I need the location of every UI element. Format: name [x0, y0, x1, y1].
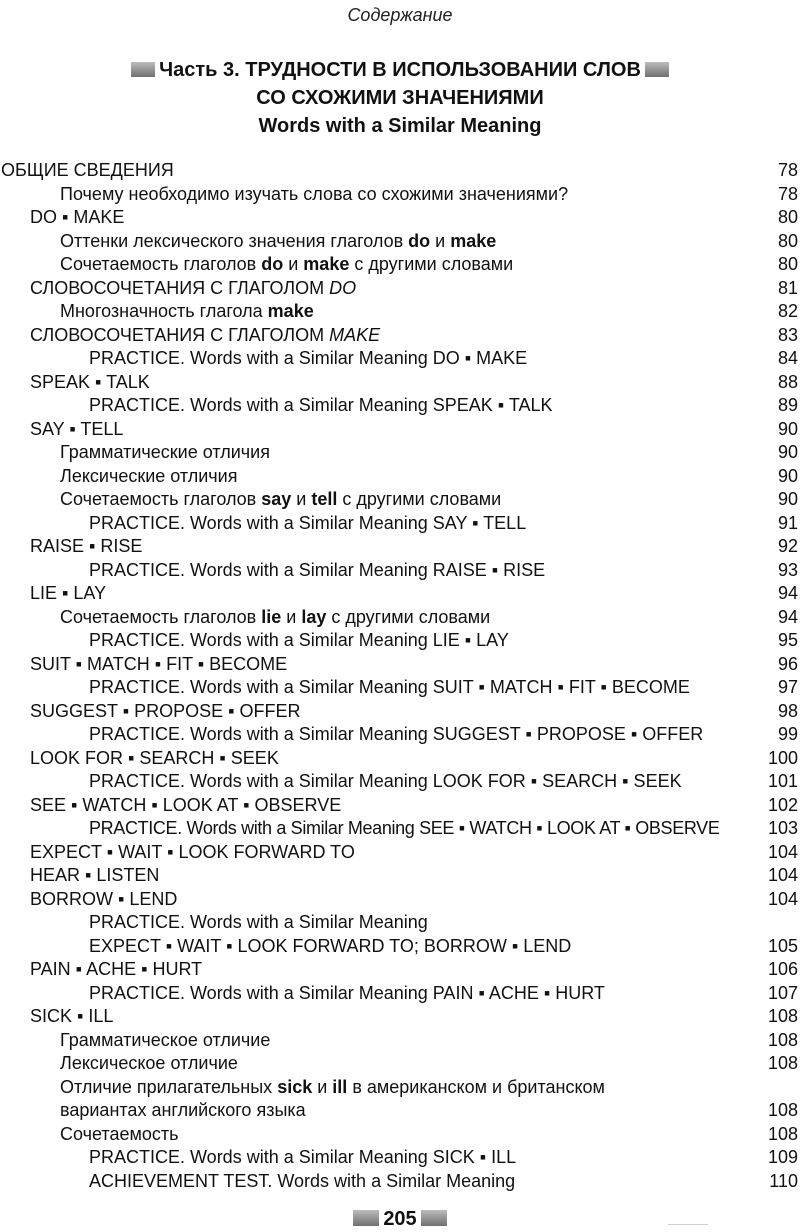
toc-entry[interactable] — [0, 1146, 800, 1170]
entry-text: EXPECT ▪ WAIT ▪ LOOK FORWARD TO — [30, 841, 355, 862]
toc-page-number: 108 — [767, 1100, 798, 1120]
toc-page-number: 78 — [777, 160, 798, 180]
toc-entry[interactable] — [0, 1170, 800, 1194]
toc-entry[interactable] — [0, 324, 800, 348]
toc-entry-title — [30, 418, 123, 442]
entry-text: RAISE ▪ RISE — [30, 536, 143, 556]
entry-text: PRACTICE. Words with a Similar Meaning LIE ▪ LAY — [89, 630, 509, 650]
toc-entry-line — [60, 1076, 605, 1100]
toc-entry[interactable] — [0, 723, 800, 747]
toc-entry-title — [30, 277, 356, 301]
toc-page-number: 102 — [767, 794, 798, 815]
toc-entry-title — [30, 700, 300, 724]
toc-entry[interactable] — [0, 629, 800, 653]
toc-entry-title — [89, 559, 545, 583]
entry-text: PRACTICE. Words with a Similar Meaning SICK ▪ ILL — [89, 1147, 517, 1167]
entry-text: Грамматические отличия — [60, 442, 270, 462]
entry-text: Почему необходимо изучать слова со схожими значениями? — [60, 183, 569, 204]
toc-entry[interactable] — [0, 653, 800, 677]
bold-term: lay — [301, 606, 327, 627]
toc-page-number: 104 — [767, 888, 798, 909]
toc-page-number: 93 — [777, 559, 798, 580]
bold-term: make — [450, 230, 497, 251]
toc-entry-title — [30, 888, 177, 912]
toc-entry[interactable] — [0, 817, 800, 841]
toc-page-number: 88 — [777, 371, 798, 392]
entry-text: SICK ▪ ILL — [30, 1006, 114, 1026]
toc-entry[interactable] — [0, 159, 800, 183]
toc-entry-title — [60, 1123, 178, 1147]
entry-text: PRACTICE. Words with a Similar Meaning SEE ▪ WATCH ▪ LOOK AT ▪ OBSERVE — [89, 818, 720, 838]
entry-text: PRACTICE. Words with a Similar Meaning DO ▪ MAKE — [89, 348, 528, 368]
entry-text: PRACTICE. Words with a Similar Meaning LOOK FOR ▪ SEARCH ▪ SEEK — [89, 771, 682, 791]
toc-entry[interactable] — [0, 394, 800, 418]
entry-text: СЛОВОСОЧЕТАНИЯ С ГЛАГОЛОМ — [30, 277, 330, 298]
entry-text: Сочетаемость глаголов — [60, 489, 262, 509]
toc-entry-title — [89, 676, 690, 700]
toc-entry[interactable] — [0, 488, 800, 512]
toc-page-number: 98 — [777, 700, 798, 721]
bold-term: ill — [332, 1076, 348, 1097]
toc-entry[interactable] — [0, 888, 800, 912]
toc-page-number: 105 — [767, 935, 798, 956]
toc-entry[interactable] — [0, 535, 800, 559]
entry-text: с другими словами — [337, 489, 502, 509]
entry-text: Лексическое отличие — [60, 1053, 238, 1073]
toc-entry-title — [60, 1076, 605, 1123]
decorative-block-icon — [131, 62, 155, 77]
toc-entry-title — [89, 770, 682, 794]
toc-entry-title — [60, 300, 314, 324]
toc-page-number: 90 — [777, 489, 798, 509]
entry-text: PRACTICE. Words with a Similar Meaning SUIT ▪ MATCH ▪ FIT ▪ BECOME — [89, 677, 690, 697]
bold-term: tell — [311, 489, 338, 509]
toc-entry-title — [30, 1005, 113, 1029]
toc-entry[interactable] — [0, 1052, 800, 1076]
toc-entry-title — [60, 183, 568, 207]
toc-entry-title — [30, 864, 159, 888]
toc-page-number: 94 — [777, 606, 798, 627]
toc-entry[interactable] — [0, 864, 800, 888]
part-english-title: Words with a Similar Meaning — [258, 115, 542, 137]
decorative-block-icon — [421, 1210, 447, 1226]
entry-text: DO ▪ MAKE — [30, 207, 125, 227]
toc-entry[interactable] — [0, 606, 800, 630]
bold-term: lie — [261, 606, 282, 627]
entry-text: EXPECT ▪ WAIT ▪ LOOK FORWARD TO; BORROW ▪ LEND — [89, 935, 572, 956]
toc-entry-title — [30, 371, 150, 395]
part-subtitle: СО СХОЖИМИ ЗНАЧЕНИЯМИ — [256, 87, 544, 109]
entry-text: Оттенки лексического значения глаголов — [60, 230, 409, 251]
toc-page-number: 107 — [767, 982, 798, 1003]
running-head: Содержание — [347, 5, 453, 25]
toc-page-number: 103 — [767, 818, 798, 838]
toc-entry-title — [89, 347, 527, 371]
entry-text: с другими словами — [349, 254, 514, 274]
toc-page-number: 110 — [769, 1170, 798, 1191]
toc-page-number: 82 — [777, 301, 798, 321]
bold-term: say — [261, 489, 292, 509]
toc-page-number: 83 — [777, 324, 798, 345]
toc-page-number: 89 — [777, 395, 798, 415]
toc-entry-title — [60, 1052, 238, 1076]
toc-entry-title — [1, 159, 174, 183]
bold-term: make — [303, 254, 350, 274]
toc-entry-title — [30, 958, 202, 982]
decorative-block-icon — [645, 62, 669, 77]
entry-text: LOOK FOR ▪ SEARCH ▪ SEEK — [30, 747, 279, 768]
toc-entry-title — [89, 817, 720, 841]
toc-entry[interactable] — [0, 1029, 800, 1053]
toc-entry-title — [30, 324, 380, 348]
entry-text: PAIN ▪ ACHE ▪ HURT — [30, 959, 203, 979]
toc-entry[interactable] — [0, 512, 800, 536]
toc-entry-title — [89, 1170, 515, 1194]
toc-entry-title — [89, 629, 509, 653]
entry-text: ОБЩИЕ СВЕДЕНИЯ — [1, 160, 174, 180]
toc-entry-title — [30, 582, 106, 606]
entry-text: и — [283, 254, 304, 274]
toc-page-number: 92 — [777, 536, 798, 556]
toc-entry-title — [30, 841, 355, 865]
toc-page-number: 104 — [767, 865, 798, 885]
toc-entry[interactable] — [0, 958, 800, 982]
entry-text: и — [312, 1076, 333, 1097]
toc-entry-title — [60, 1029, 270, 1053]
entry-text: и — [430, 230, 451, 251]
bold-term: sick — [277, 1076, 313, 1097]
entry-text: SUGGEST ▪ PROPOSE ▪ OFFER — [30, 700, 301, 721]
toc-entry[interactable] — [0, 582, 800, 606]
toc-entry-title — [89, 512, 526, 536]
entry-text: Лексические отличия — [60, 465, 238, 486]
toc-entry-title — [30, 206, 124, 230]
toc-entry[interactable] — [0, 1005, 800, 1029]
entry-text: SAY ▪ TELL — [30, 418, 124, 439]
toc-entry-title — [60, 606, 490, 630]
toc-entry[interactable] — [0, 1123, 800, 1147]
entry-text: PRACTICE. Words with a Similar Meaning SPEAK ▪ TALK — [89, 395, 553, 415]
entry-text: LIE ▪ LAY — [30, 583, 107, 603]
toc-page-number: 78 — [777, 183, 798, 204]
toc-entry[interactable] — [0, 982, 800, 1006]
toc-entry-title — [30, 747, 279, 771]
toc-entry-title — [60, 488, 501, 512]
entry-text: PRACTICE. Words with a Similar Meaning SUGGEST ▪ PROPOSE ▪ OFFER — [89, 724, 704, 744]
toc-entry[interactable] — [0, 794, 800, 818]
entry-text: с другими словами — [326, 606, 491, 627]
toc-page-number: 99 — [777, 724, 798, 744]
table-of-contents — [0, 159, 800, 1193]
entry-text: Сочетаемость глаголов — [60, 606, 262, 627]
entry-text: Сочетаемость глаголов — [60, 254, 262, 274]
toc-entry-line — [60, 1099, 605, 1123]
toc-entry-title — [89, 982, 605, 1006]
toc-entry[interactable] — [0, 911, 800, 958]
toc-entry[interactable] — [0, 277, 800, 301]
entry-text: Сочетаемость — [60, 1123, 179, 1144]
toc-entry[interactable] — [0, 230, 800, 254]
toc-page-number: 91 — [777, 512, 798, 533]
toc-entry[interactable] — [0, 183, 800, 207]
toc-entry[interactable] — [0, 371, 800, 395]
bold-term: do — [408, 230, 431, 251]
part-title: Часть 3. ТРУДНОСТИ В ИСПОЛЬЗОВАНИИ СЛОВ — [159, 59, 641, 81]
toc-entry-title — [30, 535, 142, 559]
toc-entry-title — [89, 394, 553, 418]
toc-entry[interactable] — [0, 747, 800, 771]
entry-text: PRACTICE. Words with a Similar Meaning — [89, 912, 428, 932]
entry-text: ACHIEVEMENT TEST. Words with a Similar Meaning — [89, 1170, 516, 1191]
entry-text: HEAR ▪ LISTEN — [30, 865, 160, 885]
toc-entry-title — [89, 723, 703, 747]
toc-entry-title — [89, 1146, 516, 1170]
toc-entry[interactable] — [0, 1076, 800, 1123]
toc-page-number: 108 — [767, 1029, 798, 1050]
entry-text: PRACTICE. Words with a Similar Meaning PAIN ▪ ACHE ▪ HURT — [89, 982, 605, 1003]
toc-entry[interactable] — [0, 465, 800, 489]
entry-text: PRACTICE. Words with a Similar Meaning SAY ▪ TELL — [89, 512, 527, 533]
toc-page-number: 106 — [767, 959, 798, 979]
toc-entry[interactable] — [0, 676, 800, 700]
toc-page-number: 101 — [767, 771, 798, 791]
toc-page-number: 100 — [767, 747, 798, 768]
toc-page-number: 95 — [777, 630, 798, 650]
entry-text: в американском и британском — [347, 1076, 605, 1097]
toc-entry-line — [89, 935, 571, 959]
toc-entry[interactable] — [0, 300, 800, 324]
toc-entry[interactable] — [0, 770, 800, 794]
entry-text: BORROW ▪ LEND — [30, 888, 178, 909]
toc-entry[interactable] — [0, 700, 800, 724]
toc-entry[interactable] — [0, 441, 800, 465]
toc-entry-title — [60, 441, 270, 465]
entry-text: SUIT ▪ MATCH ▪ FIT ▪ BECOME — [30, 653, 288, 674]
corner-mark — [668, 1224, 708, 1228]
italic-term: MAKE — [329, 324, 381, 345]
entry-text: Грамматическое отличие — [60, 1029, 271, 1050]
toc-entry[interactable] — [0, 347, 800, 371]
page-number: 205 — [383, 1208, 417, 1230]
toc-entry[interactable] — [0, 206, 800, 230]
toc-page-number: 80 — [777, 207, 798, 227]
part-heading — [0, 56, 800, 140]
entry-text: SEE ▪ WATCH ▪ LOOK AT ▪ OBSERVE — [30, 794, 342, 815]
toc-page-number: 80 — [777, 230, 798, 251]
toc-page-number: 97 — [777, 677, 798, 697]
toc-entry-title — [89, 911, 571, 958]
entry-text: PRACTICE. Words with a Similar Meaning RAISE ▪ RISE — [89, 559, 546, 580]
entry-text: SPEAK ▪ TALK — [30, 371, 150, 392]
entry-text: и — [291, 489, 312, 509]
decorative-block-icon — [353, 1210, 379, 1226]
toc-page-number: 96 — [777, 653, 798, 674]
entry-text: и — [281, 606, 302, 627]
entry-text: вариантах английского языка — [60, 1100, 306, 1120]
entry-text: Отличие прилагательных — [60, 1076, 278, 1097]
toc-page-number: 80 — [777, 254, 798, 274]
toc-page-number: 84 — [777, 348, 798, 368]
part-heading-line-1 — [0, 56, 800, 84]
toc-page-number: 108 — [767, 1123, 798, 1144]
toc-page-number: 90 — [777, 418, 798, 439]
toc-page-number: 90 — [777, 465, 798, 486]
toc-page-number: 94 — [777, 583, 798, 603]
entry-text: Многозначность глагола — [60, 301, 268, 321]
toc-page-number: 104 — [767, 841, 798, 862]
toc-entry[interactable] — [0, 559, 800, 583]
toc-entry[interactable] — [0, 841, 800, 865]
bold-term: do — [261, 254, 284, 274]
toc-entry[interactable] — [0, 253, 800, 277]
toc-page-number: 90 — [777, 442, 798, 462]
toc-entry-line — [89, 911, 571, 935]
toc-entry-title — [30, 653, 287, 677]
toc-page-number: 108 — [767, 1053, 798, 1073]
toc-page-number: 109 — [767, 1147, 798, 1167]
italic-term: DO — [329, 277, 357, 298]
toc-entry-title — [60, 253, 513, 277]
toc-page-number: 81 — [777, 277, 798, 298]
toc-entry-title — [30, 794, 341, 818]
toc-entry-title — [60, 230, 496, 254]
bold-term: make — [267, 301, 314, 321]
toc-page-number: 108 — [767, 1006, 798, 1026]
toc-entry[interactable] — [0, 418, 800, 442]
entry-text: СЛОВОСОЧЕТАНИЯ С ГЛАГОЛОМ — [30, 324, 330, 345]
toc-entry-title — [60, 465, 238, 489]
